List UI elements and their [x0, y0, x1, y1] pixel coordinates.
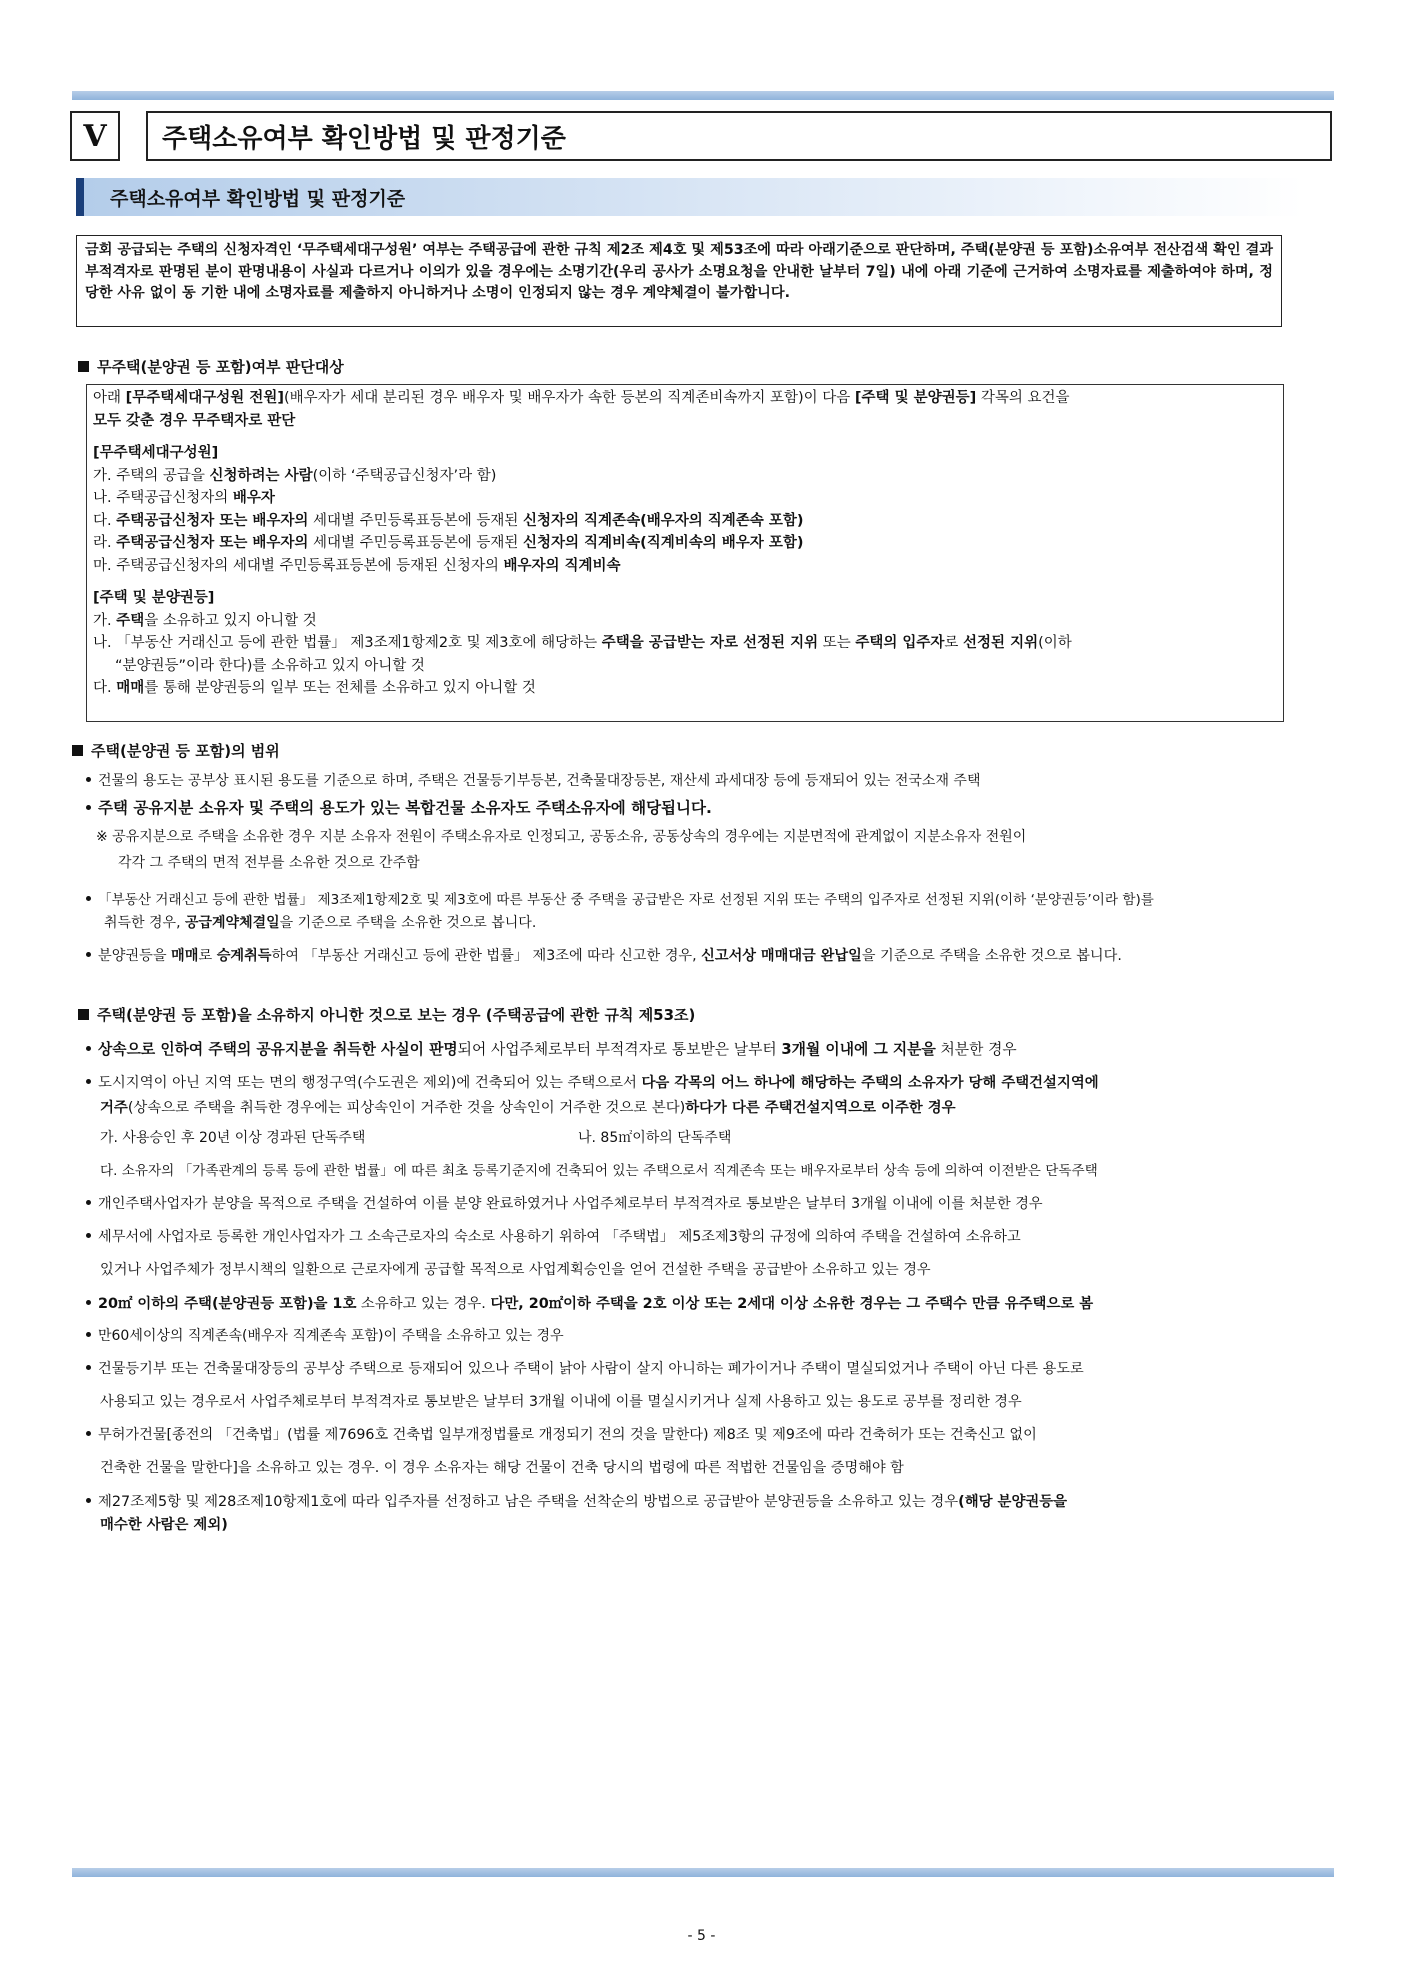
scope-heading: 주택(분양권 등 포함)의 범위: [72, 740, 280, 761]
exempt-item: 제27조제5항 및 제28조제10항제1호에 따라 입주자를 선정하고 남은 주택을 선착순의 방법으로 공급받아 분양권등을 소유하고 있는 경우(해당 분양권등을: [86, 1490, 1067, 1511]
requirement-item: 나. 「부동산 거래신고 등에 관한 법률」 제3조제1항제2호 및 제3호에 해당하는 주택을 공급받는 자로 선정된 지위 또는 주택의 입주자로 선정된 지위(이하: [93, 635, 1072, 651]
square-bullet-icon: [72, 745, 83, 756]
exempt-item: 상속으로 인하여 주택의 공유지분을 취득한 사실이 판명되어 사업주체로부터 부적격자로 통보받은 날부터 3개월 이내에 그 지분을 처분한 경우: [86, 1038, 1017, 1059]
scope-item: 분양권등을 매매로 승계취득하여 「부동산 거래신고 등에 관한 법률」 제3조에 따라 신고한 경우, 신고서상 매매대금 완납일을 기준으로 주택을 소유한 것으로 봅니다.: [86, 945, 1122, 965]
subsection-title: 주택소유여부 확인방법 및 판정기준: [76, 178, 1304, 216]
scope-item: 건물의 용도는 공부상 표시된 용도를 기준으로 하며, 주택은 건물등기부등본, 건축물대장등본, 재산세 과세대장 등에 등재되어 있는 전국소재 주택: [86, 770, 980, 790]
nohouse-heading: 무주택(분양권 등 포함)여부 판단대상: [78, 356, 344, 377]
nohouse-lead-2: 모두 갖춘 경우 무주택자로 판단: [93, 412, 296, 429]
exempt-item: 무허가건물[종전의 「건축법」(법률 제7696호 건축법 일부개정법률로 개정되기 전의 것을 말한다) 제8조 및 제9조에 따라 건축허가 또는 건축신고 없이: [86, 1424, 1037, 1444]
exempt-item: 개인주택사업자가 분양을 목적으로 주택을 건설하여 이를 분양 완료하였거나 사업주체로부터 부적격자로 통보받은 날부터 3개월 이내에 이를 처분한 경우: [86, 1193, 1043, 1213]
top-decorative-bar: [72, 91, 1334, 100]
nohouse-criteria-box: [86, 384, 1284, 722]
scope-note-cont: 각각 그 주택의 면적 전부를 소유한 것으로 간주함: [118, 855, 420, 871]
member-item: 라. 주택공급신청자 또는 배우자의 세대별 주민등록표등본에 등재된 신청자의 직계비속(직계비속의 배우자 포함): [93, 535, 804, 551]
members-title: [무주택세대구성원]: [93, 445, 219, 461]
exempt-heading: 주택(분양권 등 포함)을 소유하지 아니한 것으로 보는 경우 (주택공급에 관한 규칙 제53조): [78, 1004, 695, 1025]
nohouse-lead: 아래 [무주택세대구성원 전원](배우자가 세대 분리된 경우 배우자 및 배우자가 속한 등본의 직계존비속까지 포함)이 다음 [주택 및 분양권등] 각목의 요건을: [93, 390, 1070, 406]
requirement-item: 가. 주택을 소유하고 있지 아니할 것: [93, 612, 317, 629]
square-bullet-icon: [78, 1009, 89, 1020]
exempt-item-cont: 거주(상속으로 주택을 취득한 경우에는 피상속인이 거주한 것을 상속인이 거주한 것으로 본다)하다가 다른 주택건설지역으로 이주한 경우: [100, 1100, 956, 1116]
exempt-sub-item: 가. 사용승인 후 20년 이상 경과된 단독주택: [100, 1130, 366, 1146]
member-item: 나. 주택공급신청자의 배우자: [93, 490, 275, 506]
section-title: 주택소유여부 확인방법 및 판정기준: [146, 111, 1332, 161]
exempt-item: 건물등기부 또는 건축물대장등의 공부상 주택으로 등재되어 있으나 주택이 낡아 사람이 살지 아니하는 폐가이거나 주택이 멸실되었거나 주택이 아닌 다른 용도로: [86, 1358, 1084, 1378]
exempt-item-cont: 매수한 사람은 제외): [100, 1517, 228, 1533]
exempt-item-cont: 있거나 사업주체가 정부시책의 일환으로 근로자에게 공급할 목적으로 사업계획승인을 얻어 건설한 주택을 공급받아 소유하고 있는 경우: [100, 1262, 931, 1278]
exempt-item-cont: 건축한 건물을 말한다]을 소유하고 있는 경우. 이 경우 소유자는 해당 건물이 건축 당시의 법령에 따른 적법한 건물임을 증명해야 함: [100, 1460, 904, 1476]
exempt-sub-item: 다. 소유자의 「가족관계의 등록 등에 관한 법률」에 따른 최초 등록기준지에 건축되어 있는 주택으로서 직계존속 또는 배우자로부터 상속 등에 의하여 이전받은 단독주택: [100, 1163, 1098, 1179]
exempt-item: 도시지역이 아닌 지역 또는 면의 행정구역(수도권은 제외)에 건축되어 있는 주택으로서 다음 각목의 어느 하나에 해당하는 주택의 소유자가 당해 주택건설지역에: [86, 1071, 1099, 1092]
requirement-item: 다. 매매를 통해 분양권등의 일부 또는 전체를 소유하고 있지 아니할 것: [93, 680, 536, 696]
intro-box: 금회 공급되는 주택의 신청자격인 ‘무주택세대구성원’ 여부는 주택공급에 관한 규칙 제2조 제4호 및 제53조에 따라 아래기준으로 판단하며, 주택(분양권 등 포함)소유여부 전산검색 확인 결과 부적격자로 판명된 분이 판명내용이 사실과 다르거나 이의가 있을 경우에는 소명기간(우리 공사가 소명요청을 안내한 날부터 7일) 내에 아래 기준에 근거하여 소명자료를 제출하여야 하며, 정당한 사유 없이 동 기한 내에 소명자료를 제출하지 아니하거나 소명이 인정되지 않는 경우 계약체결이 불가합니다.: [76, 235, 1282, 327]
section-number: V: [70, 111, 120, 161]
scope-item-cont: 취득한 경우, 공급계약체결일을 기준으로 주택을 소유한 것으로 봅니다.: [104, 915, 537, 931]
scope-item: 주택 공유지분 소유자 및 주택의 용도가 있는 복합건물 소유자도 주택소유자에 해당됩니다.: [86, 796, 712, 818]
square-bullet-icon: [78, 361, 89, 372]
exempt-sub-item: 나. 85㎡이하의 단독주택: [578, 1130, 732, 1146]
member-item: 가. 주택의 공급을 신청하려는 사람(이하 ‘주택공급신청자’라 함): [93, 467, 497, 484]
page-number: - 5 -: [687, 1928, 716, 1944]
member-item: 마. 주택공급신청자의 세대별 주민등록표등본에 등재된 신청자의 배우자의 직계비속: [93, 557, 621, 574]
exempt-item: 만60세이상의 직계존속(배우자 직계존속 포함)이 주택을 소유하고 있는 경우: [86, 1325, 564, 1345]
member-item: 다. 주택공급신청자 또는 배우자의 세대별 주민등록표등본에 등재된 신청자의 직계존속(배우자의 직계존속 포함): [93, 512, 804, 529]
exempt-item: 20㎡ 이하의 주택(분양권등 포함)을 1호 소유하고 있는 경우. 다만, 20㎡이하 주택을 2호 이상 또는 2세대 이상 소유한 경우는 그 주택수 만큼 유주택으로 봄: [86, 1292, 1093, 1313]
requirement-item-cont: “분양권등”이라 한다)를 소유하고 있지 아니할 것: [115, 657, 425, 674]
exempt-item-cont: 사용되고 있는 경우로서 사업주체로부터 부적격자로 통보받은 날부터 3개월 이내에 이를 멸실시키거나 실제 사용하고 있는 용도로 공부를 정리한 경우: [100, 1394, 1022, 1410]
scope-item: 「부동산 거래신고 등에 관한 법률」 제3조제1항제2호 및 제3호에 따른 부동산 중 주택을 공급받은 자로 선정된 지위 또는 주택의 입주자로 선정된 지위(이하 ‘분양권등’이라 함)를: [86, 888, 1154, 908]
bottom-decorative-bar: [72, 1868, 1334, 1877]
exempt-item: 세무서에 사업자로 등록한 개인사업자가 그 소속근로자의 숙소로 사용하기 위하여 「주택법」 제5조제3항의 규정에 의하여 주택을 건설하여 소유하고: [86, 1226, 1021, 1246]
scope-note: ※ 공유지분으로 주택을 소유한 경우 지분 소유자 전원이 주택소유자로 인정되고, 공동소유, 공동상속의 경우에는 지분면적에 관계없이 지분소유자 전원이: [96, 829, 1027, 845]
requirements-title: [주택 및 분양권등]: [93, 590, 215, 606]
